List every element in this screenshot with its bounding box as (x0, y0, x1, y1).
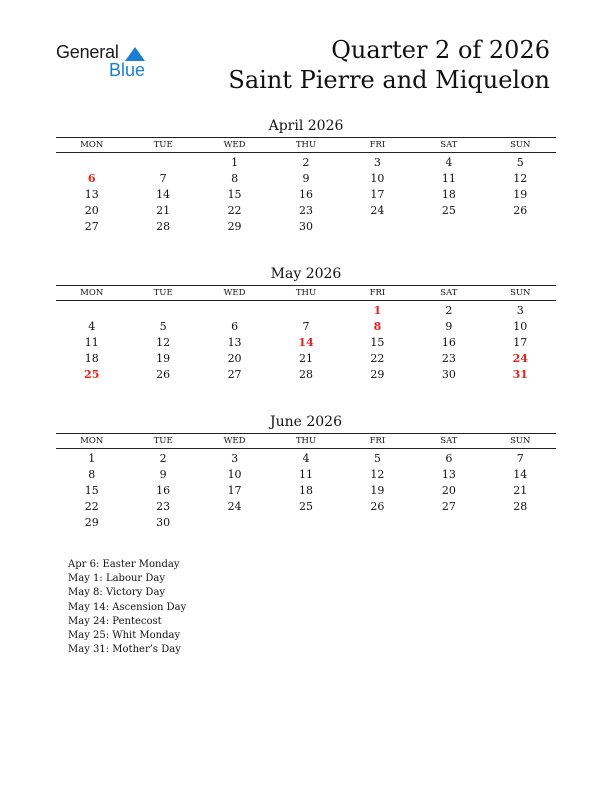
weekday-label: MON (80, 436, 104, 446)
holiday-entry: May 1: Labour Day (68, 573, 165, 585)
day-cell: 19 (370, 484, 385, 497)
holiday-entry: May 14: Ascension Day (68, 601, 187, 613)
holiday-entry: May 31: Mother’s Day (68, 644, 181, 656)
day-cell: 9 (159, 468, 167, 481)
empty-day-cell (413, 515, 484, 531)
day-cell: 16 (298, 188, 313, 201)
day-cell: 19 (156, 352, 171, 365)
weekday-header (56, 285, 556, 301)
day-cell: 18 (84, 352, 99, 365)
holiday-entry: May 24: Pentecost (68, 615, 162, 627)
day-cell: 4 (302, 452, 310, 465)
day-cell: 12 (513, 172, 528, 185)
day-cell: 23 (441, 352, 456, 365)
day-cell: 22 (227, 204, 242, 217)
day-cell: 12 (370, 468, 385, 481)
weekday-label: THU (295, 288, 317, 298)
empty-day-cell (270, 515, 341, 531)
day-cell: 24 (370, 204, 385, 217)
holiday-entry: Apr 6: Easter Monday (68, 559, 180, 570)
weekday-label: THU (295, 436, 317, 446)
day-cell: 28 (513, 500, 528, 513)
month-title: April 2026 (268, 118, 344, 134)
weekday-label: SAT (440, 288, 458, 298)
holiday-list (68, 558, 186, 657)
day-cell: 1 (373, 304, 382, 317)
day-cell: 28 (298, 368, 313, 381)
day-cell: 16 (441, 336, 456, 349)
weekday-label: FRI (369, 140, 386, 150)
day-cell: 2 (302, 156, 310, 169)
day-grid (56, 303, 556, 383)
month-title: June 2026 (269, 414, 342, 430)
day-cell: 24 (512, 352, 528, 365)
day-cell: 11 (441, 172, 456, 185)
day-cell: 10 (513, 320, 528, 333)
day-grid (56, 451, 556, 531)
day-cell: 28 (156, 220, 171, 233)
day-cell: 19 (513, 188, 528, 201)
day-cell: 2 (445, 304, 453, 317)
day-cell: 24 (227, 500, 242, 513)
day-cell: 26 (513, 204, 528, 217)
day-cell: 27 (84, 220, 99, 233)
logo-text-blue: Blue (109, 60, 146, 80)
day-cell: 30 (298, 220, 313, 233)
day-cell: 10 (370, 172, 385, 185)
day-cell: 23 (156, 500, 171, 513)
weekday-label: THU (295, 140, 317, 150)
day-cell: 11 (84, 336, 99, 349)
weekday-label: TUE (153, 288, 173, 298)
holiday-entry: May 8: Victory Day (68, 587, 166, 599)
day-cell: 5 (516, 156, 524, 169)
empty-day-cell (485, 515, 556, 531)
day-cell: 8 (373, 320, 382, 333)
logo-text-general: General (56, 42, 119, 62)
day-cell: 6 (231, 320, 239, 333)
day-cell: 25 (84, 368, 100, 381)
holiday-entry: May 25: Whit Monday (68, 630, 181, 642)
day-cell: 11 (298, 468, 313, 481)
month-title: May 2026 (270, 266, 342, 282)
day-cell: 6 (87, 172, 96, 185)
day-cell: 25 (441, 204, 456, 217)
day-cell: 12 (156, 336, 171, 349)
weekday-label: TUE (153, 436, 173, 446)
month-calendar (56, 117, 556, 235)
weekday-label: FRI (369, 436, 386, 446)
empty-day-cell (270, 303, 341, 319)
day-cell: 23 (298, 204, 313, 217)
day-cell: 17 (513, 336, 528, 349)
weekday-header (56, 137, 556, 153)
page-title (228, 35, 550, 95)
day-cell: 29 (227, 220, 242, 233)
day-cell: 1 (88, 452, 96, 465)
day-cell: 22 (370, 352, 385, 365)
weekday-label: SAT (440, 436, 458, 446)
day-cell: 13 (84, 188, 99, 201)
day-cell: 10 (227, 468, 242, 481)
day-cell: 16 (156, 484, 171, 497)
month-calendar (56, 265, 556, 383)
empty-day-cell (342, 515, 413, 531)
day-cell: 7 (516, 452, 524, 465)
day-cell: 3 (373, 156, 381, 169)
day-cell: 30 (441, 368, 456, 381)
day-cell: 22 (84, 500, 99, 513)
day-cell: 2 (159, 452, 167, 465)
day-cell: 14 (156, 188, 171, 201)
weekday-label: SUN (510, 140, 531, 150)
weekday-header (56, 433, 556, 449)
day-cell: 5 (159, 320, 167, 333)
day-cell: 21 (513, 484, 528, 497)
weekday-label: WED (223, 436, 246, 446)
weekday-label: SUN (510, 436, 531, 446)
day-cell: 31 (512, 368, 528, 381)
day-grid (56, 155, 556, 235)
weekday-label: TUE (153, 140, 173, 150)
weekday-label: FRI (369, 288, 386, 298)
day-cell: 3 (231, 452, 239, 465)
day-cell: 1 (231, 156, 239, 169)
day-cell: 5 (373, 452, 381, 465)
title-region: Saint Pierre and Miquelon (228, 66, 550, 94)
weekday-label: SUN (510, 288, 531, 298)
day-cell: 15 (227, 188, 242, 201)
empty-day-cell (199, 303, 270, 319)
day-cell: 9 (445, 320, 453, 333)
day-cell: 13 (227, 336, 242, 349)
day-cell: 9 (302, 172, 310, 185)
day-cell: 26 (370, 500, 385, 513)
day-cell: 17 (227, 484, 242, 497)
day-cell: 15 (84, 484, 99, 497)
day-cell: 7 (159, 172, 167, 185)
day-cell: 17 (370, 188, 385, 201)
empty-day-cell (413, 219, 484, 235)
day-cell: 21 (156, 204, 171, 217)
day-cell: 20 (441, 484, 456, 497)
day-cell: 21 (298, 352, 313, 365)
empty-day-cell (342, 219, 413, 235)
weekday-label: SAT (440, 140, 458, 150)
empty-day-cell (127, 303, 198, 319)
weekday-label: MON (80, 288, 104, 298)
day-cell: 25 (298, 500, 313, 513)
day-cell: 14 (513, 468, 528, 481)
day-cell: 13 (441, 468, 456, 481)
day-cell: 18 (298, 484, 313, 497)
weekday-label: MON (80, 140, 104, 150)
day-cell: 26 (156, 368, 171, 381)
day-cell: 27 (441, 500, 456, 513)
day-cell: 8 (231, 172, 239, 185)
day-cell: 6 (445, 452, 453, 465)
empty-day-cell (127, 155, 198, 171)
empty-day-cell (56, 155, 127, 171)
day-cell: 3 (516, 304, 524, 317)
day-cell: 4 (88, 320, 96, 333)
day-cell: 14 (298, 336, 314, 349)
empty-day-cell (56, 303, 127, 319)
title-quarter: Quarter 2 of 2026 (331, 36, 550, 64)
day-cell: 20 (227, 352, 242, 365)
day-cell: 30 (156, 516, 171, 529)
day-cell: 4 (445, 156, 453, 169)
empty-day-cell (485, 219, 556, 235)
day-cell: 8 (88, 468, 96, 481)
day-cell: 7 (302, 320, 310, 333)
month-calendar (56, 413, 556, 531)
generalblue-logo (56, 42, 156, 82)
empty-day-cell (199, 515, 270, 531)
day-cell: 20 (84, 204, 99, 217)
weekday-label: WED (223, 288, 246, 298)
day-cell: 27 (227, 368, 242, 381)
weekday-label: WED (223, 140, 246, 150)
day-cell: 18 (441, 188, 456, 201)
day-cell: 15 (370, 336, 385, 349)
day-cell: 29 (84, 516, 99, 529)
day-cell: 29 (370, 368, 385, 381)
